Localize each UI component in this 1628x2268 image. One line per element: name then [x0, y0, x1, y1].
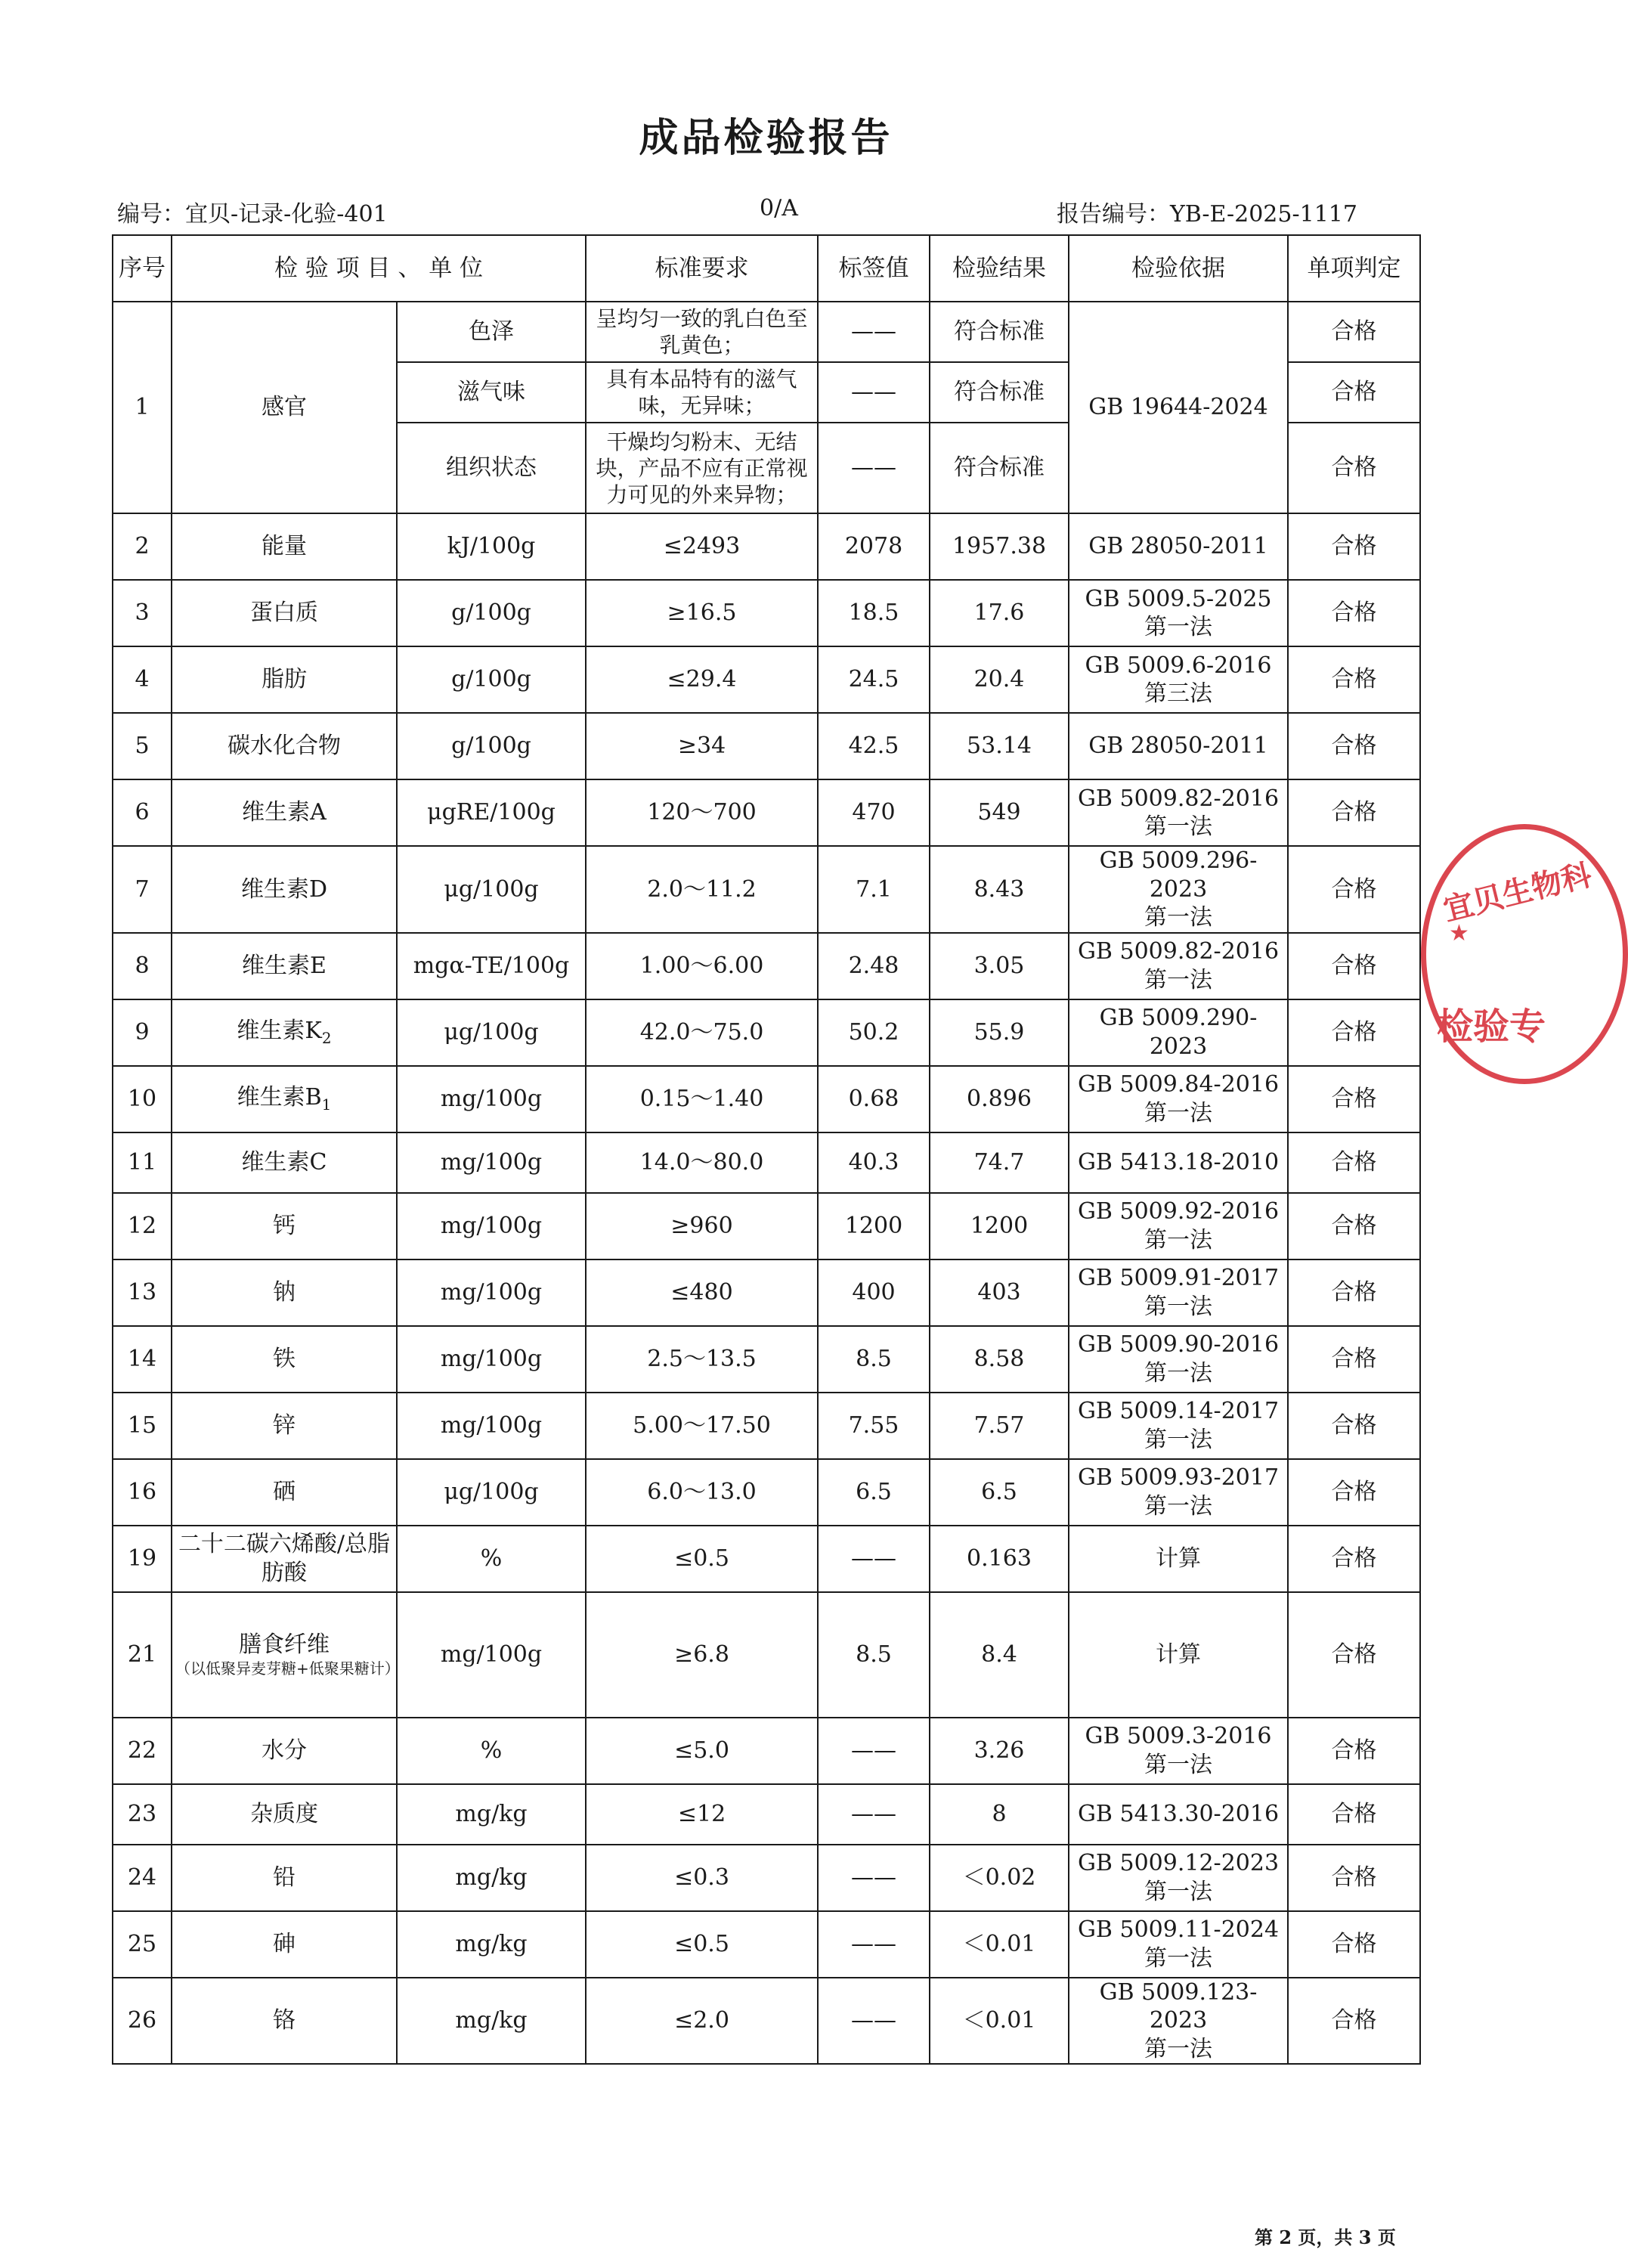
label-value: 470 — [818, 779, 930, 846]
basis — [1069, 1592, 1288, 1718]
table-row — [113, 1845, 1420, 1911]
requirement: 120～700 — [586, 779, 818, 846]
result: 3.26 — [930, 1718, 1069, 1784]
row-no: 5 — [113, 713, 172, 779]
report-title: 成品检验报告 — [639, 116, 893, 161]
basis-method: 第一法 — [1144, 904, 1212, 931]
row-no: 6 — [113, 779, 172, 846]
col-header-label-value: 标签值 — [818, 235, 930, 302]
result: ＜0.01 — [930, 1978, 1069, 2065]
row-no: 10 — [113, 1066, 172, 1132]
item-name — [172, 1978, 397, 2065]
basis-standard: GB 5009.296-2023 — [1099, 847, 1258, 903]
basis — [1069, 779, 1288, 846]
basis: GB 19644-2024 — [1069, 302, 1288, 513]
result: 55.9 — [930, 999, 1069, 1066]
col-header-requirement: 标准要求 — [586, 235, 818, 302]
sub-item: 滋气味 — [397, 362, 586, 423]
label-value: —— — [818, 1845, 930, 1911]
verdict: 合格 — [1288, 1718, 1420, 1784]
unit: μgRE/100g — [397, 779, 586, 846]
verdict: 合格 — [1288, 362, 1420, 423]
item-label: 锌 — [273, 1411, 296, 1439]
verdict: 合格 — [1288, 713, 1420, 779]
item-name — [172, 1526, 397, 1592]
row-no: 9 — [113, 999, 172, 1066]
requirement: ≥6.8 — [586, 1592, 818, 1718]
label-value: —— — [818, 1784, 930, 1845]
basis-method: 第一法 — [1144, 1293, 1212, 1320]
table-row — [113, 1193, 1420, 1259]
item-label: 硒 — [273, 1478, 296, 1505]
item-note: （以低聚异麦芽糖+低聚果糖计） — [175, 1659, 400, 1678]
row-no: 22 — [113, 1718, 172, 1784]
basis-method: 第一法 — [1144, 1751, 1212, 1778]
requirement: 呈均匀一致的乳白色至乳黄色； — [586, 302, 818, 362]
verdict: 合格 — [1288, 1066, 1420, 1132]
table-row — [113, 1066, 1420, 1132]
result: 0.896 — [930, 1066, 1069, 1132]
unit: mg/100g — [397, 1066, 586, 1132]
result: 8.58 — [930, 1326, 1069, 1393]
basis-method: 第一法 — [1144, 2035, 1212, 2062]
label-value: —— — [818, 1978, 930, 2065]
verdict: 合格 — [1288, 302, 1420, 362]
basis — [1069, 713, 1288, 779]
basis-method: 第一法 — [1144, 614, 1212, 640]
col-header-item: 检 验 项 目 、 单 位 — [172, 235, 586, 302]
item-label: 水分 — [262, 1737, 307, 1764]
table-row — [113, 933, 1420, 999]
verdict: 合格 — [1288, 646, 1420, 713]
basis — [1069, 1066, 1288, 1132]
label-value: —— — [818, 302, 930, 362]
unit: g/100g — [397, 580, 586, 646]
basis — [1069, 646, 1288, 713]
requirement: 6.0～13.0 — [586, 1459, 818, 1526]
verdict: 合格 — [1288, 933, 1420, 999]
table-row — [113, 302, 1420, 362]
verdict: 合格 — [1288, 1259, 1420, 1326]
seal-text-bottom: 检验专 — [1437, 1005, 1546, 1048]
label-value: 7.1 — [818, 846, 930, 933]
unit: kJ/100g — [397, 513, 586, 580]
basis-standard: GB 5413.30-2016 — [1077, 1800, 1280, 1827]
item-name — [172, 713, 397, 779]
table-row — [113, 713, 1420, 779]
unit: g/100g — [397, 646, 586, 713]
requirement: 1.00～6.00 — [586, 933, 818, 999]
row-no: 26 — [113, 1978, 172, 2065]
version-number: 0/A — [760, 195, 798, 222]
table-row — [113, 1459, 1420, 1526]
basis — [1069, 846, 1288, 933]
basis — [1069, 1132, 1288, 1193]
item-name — [172, 1393, 397, 1459]
label-value: 8.5 — [818, 1592, 930, 1718]
label-value: 7.55 — [818, 1393, 930, 1459]
verdict: 合格 — [1288, 513, 1420, 580]
verdict: 合格 — [1288, 1193, 1420, 1259]
seal-text-top: 宜贝生物科 — [1440, 857, 1596, 928]
row-no: 16 — [113, 1459, 172, 1526]
table-row — [113, 1526, 1420, 1592]
verdict: 合格 — [1288, 779, 1420, 846]
result: 0.163 — [930, 1526, 1069, 1592]
basis-method: 第一法 — [1144, 1426, 1212, 1453]
requirement: 0.15～1.40 — [586, 1066, 818, 1132]
basis-method: 第一法 — [1144, 1492, 1212, 1520]
label-value: 8.5 — [818, 1326, 930, 1393]
unit: g/100g — [397, 713, 586, 779]
basis — [1069, 933, 1288, 999]
item-label: 二十二碳六烯酸/总脂肪酸 — [178, 1531, 391, 1586]
result: ＜0.02 — [930, 1845, 1069, 1911]
label-value: 6.5 — [818, 1459, 930, 1526]
item-label: 铁 — [273, 1345, 296, 1372]
item-name — [172, 1132, 397, 1193]
item-label: 钠 — [273, 1278, 296, 1306]
table-row — [113, 1259, 1420, 1326]
table-row — [113, 1718, 1420, 1784]
basis-method: 第一法 — [1144, 813, 1212, 840]
basis-method: 第一法 — [1144, 966, 1212, 993]
basis-standard: GB 5009.14-2017 — [1077, 1398, 1280, 1424]
item-label: 钙 — [273, 1212, 296, 1239]
row-no: 14 — [113, 1326, 172, 1393]
col-header-result: 检验结果 — [930, 235, 1069, 302]
result: 17.6 — [930, 580, 1069, 646]
verdict: 合格 — [1288, 1592, 1420, 1718]
requirement: ≥960 — [586, 1193, 818, 1259]
item-name — [172, 933, 397, 999]
label-value: 24.5 — [818, 646, 930, 713]
table-row — [113, 1784, 1420, 1845]
row-no: 4 — [113, 646, 172, 713]
unit: μg/100g — [397, 846, 586, 933]
unit: mg/kg — [397, 1978, 586, 2065]
item-label: 碳水化合物 — [227, 733, 341, 760]
row-no: 25 — [113, 1911, 172, 1978]
unit: mg/kg — [397, 1845, 586, 1911]
label-value: 18.5 — [818, 580, 930, 646]
item-name — [172, 646, 397, 713]
sub-item: 色泽 — [397, 302, 586, 362]
result: 20.4 — [930, 646, 1069, 713]
item-label: 维生素C — [241, 1148, 327, 1176]
label-value: —— — [818, 362, 930, 423]
item-name — [172, 1718, 397, 1784]
row-no: 3 — [113, 580, 172, 646]
item-subscript: 2 — [321, 1029, 332, 1047]
label-value: 0.68 — [818, 1066, 930, 1132]
sub-item: 组织状态 — [397, 423, 586, 513]
result: 53.14 — [930, 713, 1069, 779]
item-name — [172, 1066, 397, 1132]
unit: mg/100g — [397, 1193, 586, 1259]
basis-standard: GB 5009.123-2023 — [1099, 1978, 1258, 2034]
basis-standard: GB 5009.12-2023 — [1077, 1850, 1280, 1876]
row-no: 2 — [113, 513, 172, 580]
verdict: 合格 — [1288, 999, 1420, 1066]
result: 7.57 — [930, 1393, 1069, 1459]
requirement: 2.0～11.2 — [586, 846, 818, 933]
table-row — [113, 1911, 1420, 1978]
basis — [1069, 1393, 1288, 1459]
basis — [1069, 999, 1288, 1066]
result: 403 — [930, 1259, 1069, 1326]
table-row — [113, 1132, 1420, 1193]
requirement: ≤5.0 — [586, 1718, 818, 1784]
table-row — [113, 779, 1420, 846]
unit: μg/100g — [397, 999, 586, 1066]
basis — [1069, 1259, 1288, 1326]
unit: mg/100g — [397, 1592, 586, 1718]
requirement: 14.0～80.0 — [586, 1132, 818, 1193]
unit: mg/100g — [397, 1259, 586, 1326]
unit: mg/kg — [397, 1784, 586, 1845]
basis — [1069, 1526, 1288, 1592]
requirement: ≤480 — [586, 1259, 818, 1326]
basis-standard: GB 5413.18-2010 — [1077, 1148, 1280, 1176]
requirement: 干燥均匀粉末、无结块，产品不应有正常视力可见的外来异物； — [586, 423, 818, 513]
item-label: 杂质度 — [250, 1800, 318, 1827]
row-no: 24 — [113, 1845, 172, 1911]
verdict: 合格 — [1288, 846, 1420, 933]
basis — [1069, 1326, 1288, 1393]
verdict: 合格 — [1288, 1393, 1420, 1459]
requirement: 具有本品特有的滋气味，无异味； — [586, 362, 818, 423]
basis-standard: GB 5009.92-2016 — [1077, 1198, 1280, 1225]
verdict: 合格 — [1288, 1326, 1420, 1393]
basis-standard: GB 5009.290-2023 — [1099, 1005, 1258, 1060]
verdict: 合格 — [1288, 1132, 1420, 1193]
table-row — [113, 1592, 1420, 1718]
item-name — [172, 999, 397, 1066]
table-row — [113, 1978, 1420, 2065]
unit: mg/100g — [397, 1326, 586, 1393]
result: 符合标准 — [930, 362, 1069, 423]
requirement: 42.0～75.0 — [586, 999, 818, 1066]
table-row — [113, 646, 1420, 713]
result: 符合标准 — [930, 423, 1069, 513]
requirement: 5.00～17.50 — [586, 1393, 818, 1459]
basis-standard: GB 5009.3-2016 — [1085, 1723, 1272, 1749]
table-row — [113, 513, 1420, 580]
basis-standard: GB 5009.82-2016 — [1077, 785, 1280, 812]
basis-standard: GB 28050-2011 — [1088, 733, 1268, 760]
row-no: 13 — [113, 1259, 172, 1326]
requirement: ≤0.5 — [586, 1911, 818, 1978]
unit: mg/kg — [397, 1911, 586, 1978]
item-name — [172, 1326, 397, 1393]
item-name — [172, 1845, 397, 1911]
item-name — [172, 779, 397, 846]
verdict: 合格 — [1288, 1911, 1420, 1978]
table-row — [113, 846, 1420, 933]
result: ＜0.01 — [930, 1911, 1069, 1978]
row-no: 12 — [113, 1193, 172, 1259]
row-no: 8 — [113, 933, 172, 999]
basis-standard: GB 5009.82-2016 — [1077, 938, 1280, 965]
basis — [1069, 1911, 1288, 1978]
label-value: 2078 — [818, 513, 930, 580]
verdict: 合格 — [1288, 1526, 1420, 1592]
page-footer: 第 2 页，共 3 页 — [1255, 2226, 1396, 2248]
item-label: 能量 — [262, 533, 307, 560]
item-label: 砷 — [273, 1930, 296, 1957]
verdict: 合格 — [1288, 1978, 1420, 2065]
unit: mgα-TE/100g — [397, 933, 586, 999]
requirement: ≤2.0 — [586, 1978, 818, 2065]
item-name — [172, 1592, 400, 1718]
result: 1200 — [930, 1193, 1069, 1259]
requirement: ≤12 — [586, 1784, 818, 1845]
item-label: 蛋白质 — [250, 600, 318, 627]
record-number: 编号：宜贝-记录-化验-401 — [117, 201, 388, 228]
verdict: 合格 — [1288, 1784, 1420, 1845]
item-label: 维生素K — [237, 1018, 322, 1044]
basis — [1069, 1718, 1288, 1784]
label-value: —— — [818, 1718, 930, 1784]
result: 6.5 — [930, 1459, 1069, 1526]
basis — [1069, 1193, 1288, 1259]
row-no: 21 — [113, 1592, 172, 1718]
col-header-verdict: 单项判定 — [1288, 235, 1420, 302]
unit: μg/100g — [397, 1459, 586, 1526]
inspection-table — [112, 234, 1421, 2065]
basis — [1069, 1845, 1288, 1911]
basis-standard: GB 5009.90-2016 — [1077, 1331, 1280, 1358]
requirement: ≥34 — [586, 713, 818, 779]
seal-star-icon: ★ — [1449, 920, 1469, 947]
requirement: ≤0.5 — [586, 1526, 818, 1592]
result: 符合标准 — [930, 302, 1069, 362]
basis-standard: GB 5009.84-2016 — [1077, 1071, 1280, 1098]
result: 1957.38 — [930, 513, 1069, 580]
result: 8.43 — [930, 846, 1069, 933]
item-label: 膳食纤维 — [239, 1631, 330, 1659]
basis-method: 第一法 — [1144, 1878, 1212, 1905]
table-row — [113, 999, 1420, 1066]
item-name — [172, 1459, 397, 1526]
row-no: 23 — [113, 1784, 172, 1845]
result: 8.4 — [930, 1592, 1069, 1718]
item-label: 维生素D — [240, 875, 328, 903]
item-label: 维生素B — [237, 1084, 322, 1111]
unit: % — [397, 1526, 586, 1592]
result: 74.7 — [930, 1132, 1069, 1193]
basis-method: 第三法 — [1144, 680, 1212, 707]
item-name: 感官 — [172, 302, 397, 513]
verdict: 合格 — [1288, 580, 1420, 646]
label-value: —— — [818, 1911, 930, 1978]
item-name — [172, 580, 397, 646]
item-label: 维生素E — [242, 952, 327, 979]
requirement: ≤29.4 — [586, 646, 818, 713]
unit: mg/100g — [397, 1132, 586, 1193]
result: 8 — [930, 1784, 1069, 1845]
item-name — [172, 1911, 397, 1978]
basis-method: 第一法 — [1144, 1226, 1212, 1253]
col-header-basis: 检验依据 — [1069, 235, 1288, 302]
table-row — [113, 1393, 1420, 1459]
basis-method: 第一法 — [1144, 1359, 1212, 1387]
requirement: ≤2493 — [586, 513, 818, 580]
basis-method: 第一法 — [1144, 1099, 1212, 1126]
label-value: 400 — [818, 1259, 930, 1326]
item-subscript: 1 — [321, 1095, 332, 1114]
unit: mg/100g — [397, 1393, 586, 1459]
verdict: 合格 — [1288, 1845, 1420, 1911]
row-no: 19 — [113, 1526, 172, 1592]
basis-standard: GB 5009.6-2016 — [1085, 652, 1272, 679]
result: 3.05 — [930, 933, 1069, 999]
basis-standard: GB 5009.91-2017 — [1077, 1265, 1280, 1291]
basis-standard: GB 5009.11-2024 — [1077, 1916, 1280, 1943]
report-number: 报告编号：YB-E-2025-1117 — [1057, 201, 1357, 228]
requirement: ≤0.3 — [586, 1845, 818, 1911]
item-name — [172, 1259, 397, 1326]
item-name — [172, 1193, 397, 1259]
item-label: 脂肪 — [262, 666, 307, 693]
label-value: 1200 — [818, 1193, 930, 1259]
row-no: 1 — [113, 302, 172, 513]
basis-method: 第一法 — [1144, 1944, 1212, 1972]
item-label: 铅 — [273, 1864, 296, 1891]
table-row — [113, 580, 1420, 646]
item-name — [172, 1784, 397, 1845]
basis — [1069, 1784, 1288, 1845]
basis-standard: GB 5009.93-2017 — [1077, 1464, 1280, 1491]
basis-standard: GB 28050-2011 — [1088, 533, 1268, 560]
basis — [1069, 1978, 1288, 2065]
basis-standard: 计算 — [1156, 1641, 1201, 1668]
label-value: 40.3 — [818, 1132, 930, 1193]
item-label: 铬 — [273, 2007, 296, 2034]
label-value: —— — [818, 423, 930, 513]
label-value: 42.5 — [818, 713, 930, 779]
basis — [1069, 1459, 1288, 1526]
requirement: 2.5～13.5 — [586, 1326, 818, 1393]
basis-standard: GB 5009.5-2025 — [1085, 585, 1272, 612]
item-name — [172, 846, 397, 933]
col-header-no: 序号 — [113, 235, 172, 302]
basis — [1069, 513, 1288, 580]
row-no: 11 — [113, 1132, 172, 1193]
row-no: 15 — [113, 1393, 172, 1459]
unit: % — [397, 1718, 586, 1784]
table-row — [113, 1326, 1420, 1393]
verdict: 合格 — [1288, 423, 1420, 513]
label-value: —— — [818, 1526, 930, 1592]
basis-standard: 计算 — [1156, 1545, 1201, 1572]
requirement: ≥16.5 — [586, 580, 818, 646]
item-label: 维生素A — [242, 799, 327, 826]
result: 549 — [930, 779, 1069, 846]
row-no: 7 — [113, 846, 172, 933]
verdict: 合格 — [1288, 1459, 1420, 1526]
label-value: 50.2 — [818, 999, 930, 1066]
basis — [1069, 580, 1288, 646]
company-seal — [1421, 824, 1628, 1084]
table-header-row — [113, 235, 1420, 302]
item-name — [172, 513, 397, 580]
label-value: 2.48 — [818, 933, 930, 999]
